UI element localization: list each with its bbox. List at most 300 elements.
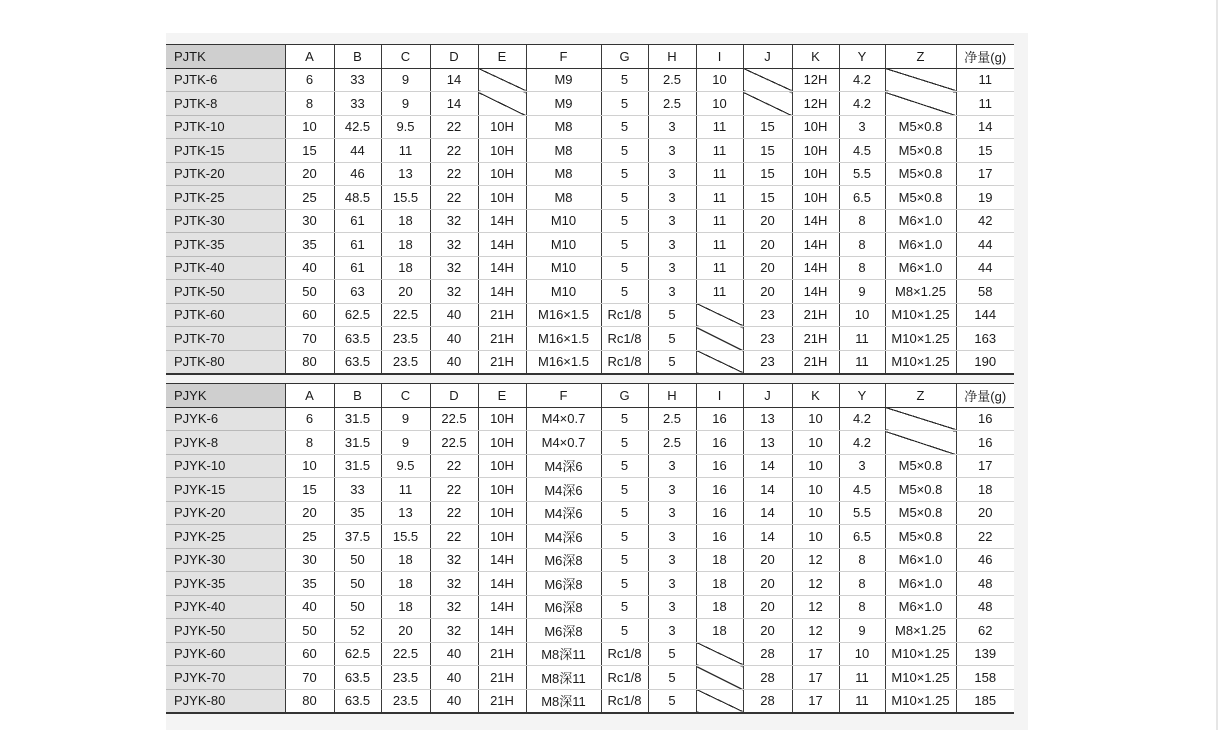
table-row bbox=[166, 92, 1014, 116]
header-row bbox=[166, 384, 1014, 408]
table-cell: 50 bbox=[334, 548, 381, 572]
table-cell: 21H bbox=[478, 689, 526, 713]
table-cell: 163 bbox=[956, 327, 1014, 351]
table-cell: 44 bbox=[956, 256, 1014, 280]
column-header: F bbox=[526, 384, 601, 408]
table-cell: 23 bbox=[743, 350, 792, 374]
table-cell: M8 bbox=[526, 162, 601, 186]
table-cell: 3 bbox=[648, 139, 696, 163]
table-cell: 18 bbox=[956, 478, 1014, 502]
table-cell: 2.5 bbox=[648, 407, 696, 431]
table-cell: 10H bbox=[478, 454, 526, 478]
table-cell: 20 bbox=[381, 619, 430, 643]
table-cell: M8×1.25 bbox=[885, 619, 956, 643]
table-cell: 21H bbox=[792, 327, 839, 351]
table-cell: 12 bbox=[792, 548, 839, 572]
table-row bbox=[166, 350, 1014, 374]
row-label: PJYK-15 bbox=[166, 478, 285, 502]
table-cell: M10 bbox=[526, 233, 601, 257]
table-cell: 2.5 bbox=[648, 68, 696, 92]
table-cell: 14H bbox=[478, 280, 526, 304]
table-cell: 32 bbox=[430, 280, 478, 304]
table-cell: 2.5 bbox=[648, 92, 696, 116]
row-label: PJYK-50 bbox=[166, 619, 285, 643]
column-header: D bbox=[430, 45, 478, 69]
row-label: PJYK-8 bbox=[166, 431, 285, 455]
table-cell: 63.5 bbox=[334, 666, 381, 690]
row-label: PJYK-25 bbox=[166, 525, 285, 549]
table-cell: 61 bbox=[334, 256, 381, 280]
table-row bbox=[166, 642, 1014, 666]
table-cell: 4.5 bbox=[839, 478, 885, 502]
table-row bbox=[166, 303, 1014, 327]
table-cell: 63 bbox=[334, 280, 381, 304]
table-cell: 3 bbox=[648, 162, 696, 186]
table-cell: 9 bbox=[381, 407, 430, 431]
table-cell: 14H bbox=[792, 256, 839, 280]
table-cell: 9 bbox=[839, 280, 885, 304]
table-cell: 4.2 bbox=[839, 407, 885, 431]
table-cell: 11 bbox=[381, 139, 430, 163]
table-cell: 80 bbox=[285, 350, 334, 374]
table-row bbox=[166, 619, 1014, 643]
table-cell: 48.5 bbox=[334, 186, 381, 210]
table-cell: 5.5 bbox=[839, 501, 885, 525]
table-cell: 16 bbox=[696, 478, 743, 502]
table-cell: 20 bbox=[285, 162, 334, 186]
table-cell: 60 bbox=[285, 303, 334, 327]
table-cell: 3 bbox=[839, 115, 885, 139]
table-cell: 10H bbox=[478, 186, 526, 210]
table-cell: M5×0.8 bbox=[885, 186, 956, 210]
row-label: PJTK-30 bbox=[166, 209, 285, 233]
table-cell: 23.5 bbox=[381, 666, 430, 690]
table-cell: M10 bbox=[526, 209, 601, 233]
table-cell: M4深6 bbox=[526, 525, 601, 549]
table-cell: 40 bbox=[430, 327, 478, 351]
table-cell: 5 bbox=[601, 548, 648, 572]
table-cell: 5 bbox=[648, 689, 696, 713]
table-cell: 5 bbox=[601, 68, 648, 92]
table-cell: 14 bbox=[743, 478, 792, 502]
table-cell: M6深8 bbox=[526, 572, 601, 596]
table-cell: 22 bbox=[430, 139, 478, 163]
table-cell: Rc1/8 bbox=[601, 642, 648, 666]
column-header: D bbox=[430, 384, 478, 408]
table-cell: 13 bbox=[743, 407, 792, 431]
table-cell: 35 bbox=[334, 501, 381, 525]
table-cell: M6×1.0 bbox=[885, 572, 956, 596]
row-label: PJTK-15 bbox=[166, 139, 285, 163]
table-cell: 63.5 bbox=[334, 350, 381, 374]
table-row bbox=[166, 478, 1014, 502]
table-cell: 13 bbox=[381, 162, 430, 186]
table-cell: 20 bbox=[956, 501, 1014, 525]
table-cell: 32 bbox=[430, 548, 478, 572]
table-cell: 5 bbox=[601, 92, 648, 116]
table-cell: M9 bbox=[526, 92, 601, 116]
table-cell: 3 bbox=[648, 233, 696, 257]
table-cell: M16×1.5 bbox=[526, 303, 601, 327]
table-cell: 50 bbox=[334, 595, 381, 619]
table-cell: 5 bbox=[601, 407, 648, 431]
table-cell: 48 bbox=[956, 572, 1014, 596]
table-cell: 10H bbox=[792, 162, 839, 186]
table-cell: 46 bbox=[956, 548, 1014, 572]
table-cell: 5 bbox=[601, 595, 648, 619]
column-header: F bbox=[526, 45, 601, 69]
table-cell: 5 bbox=[601, 186, 648, 210]
table-cell: Rc1/8 bbox=[601, 689, 648, 713]
table-row bbox=[166, 572, 1014, 596]
table-cell: 33 bbox=[334, 92, 381, 116]
table-cell: 12 bbox=[792, 595, 839, 619]
table-cell: 62.5 bbox=[334, 642, 381, 666]
table-cell: 16 bbox=[956, 407, 1014, 431]
table-cell: 3 bbox=[648, 501, 696, 525]
table-cell: 3 bbox=[648, 115, 696, 139]
table-cell: 14H bbox=[792, 280, 839, 304]
table-cell: M10×1.25 bbox=[885, 642, 956, 666]
row-label: PJTK-20 bbox=[166, 162, 285, 186]
table-cell: 10H bbox=[478, 115, 526, 139]
row-label: PJTK-80 bbox=[166, 350, 285, 374]
table-cell: 5 bbox=[601, 478, 648, 502]
pjtk-spec-table bbox=[166, 44, 1014, 375]
table-cell: 4.2 bbox=[839, 68, 885, 92]
table-cell: 21H bbox=[478, 666, 526, 690]
table-cell: Rc1/8 bbox=[601, 350, 648, 374]
row-label: PJTK-8 bbox=[166, 92, 285, 116]
table-cell: 21H bbox=[478, 327, 526, 351]
not-applicable-cell bbox=[478, 92, 526, 116]
table-cell: 22 bbox=[430, 525, 478, 549]
table-cell: 30 bbox=[285, 548, 334, 572]
table-row bbox=[166, 666, 1014, 690]
table-cell: 42.5 bbox=[334, 115, 381, 139]
table-cell: 20 bbox=[743, 548, 792, 572]
table-cell: 15 bbox=[743, 162, 792, 186]
row-label: PJTK-35 bbox=[166, 233, 285, 257]
table-cell: 13 bbox=[381, 501, 430, 525]
table-cell: 8 bbox=[839, 233, 885, 257]
table-row bbox=[166, 280, 1014, 304]
table-cell: 10 bbox=[696, 68, 743, 92]
table-cell: 22 bbox=[430, 454, 478, 478]
table-cell: 33 bbox=[334, 478, 381, 502]
table-cell: 32 bbox=[430, 209, 478, 233]
table-row bbox=[166, 186, 1014, 210]
table-cell: 18 bbox=[381, 572, 430, 596]
table-cell: 10H bbox=[792, 139, 839, 163]
not-applicable-cell bbox=[743, 68, 792, 92]
table-cell: 62.5 bbox=[334, 303, 381, 327]
table-cell: 20 bbox=[381, 280, 430, 304]
table-cell: 14H bbox=[792, 233, 839, 257]
column-header: K bbox=[792, 45, 839, 69]
table-cell: 14H bbox=[478, 256, 526, 280]
table-cell: M5×0.8 bbox=[885, 139, 956, 163]
table-cell: 40 bbox=[430, 666, 478, 690]
table-cell: 22 bbox=[430, 162, 478, 186]
table-cell: 14H bbox=[478, 209, 526, 233]
table-cell: 4.5 bbox=[839, 139, 885, 163]
table-cell: 17 bbox=[956, 454, 1014, 478]
table-cell: 11 bbox=[696, 186, 743, 210]
table-cell: 30 bbox=[285, 209, 334, 233]
table-row bbox=[166, 233, 1014, 257]
table-cell: M6深8 bbox=[526, 548, 601, 572]
table-cell: 20 bbox=[743, 280, 792, 304]
table-cell: 48 bbox=[956, 595, 1014, 619]
table-cell: M8 bbox=[526, 139, 601, 163]
column-header: A bbox=[285, 45, 334, 69]
table-cell: 2.5 bbox=[648, 431, 696, 455]
table-cell: 11 bbox=[839, 689, 885, 713]
column-header: E bbox=[478, 45, 526, 69]
table-cell: 6.5 bbox=[839, 525, 885, 549]
table-cell: 3 bbox=[648, 186, 696, 210]
table-cell: 17 bbox=[792, 642, 839, 666]
table-cell: 10H bbox=[478, 501, 526, 525]
page-edge bbox=[1216, 0, 1218, 730]
table-row bbox=[166, 209, 1014, 233]
table-cell: 21H bbox=[478, 350, 526, 374]
table-cell: M5×0.8 bbox=[885, 115, 956, 139]
table-cell: 10H bbox=[478, 431, 526, 455]
table-cell: 22.5 bbox=[430, 407, 478, 431]
table-cell: M6×1.0 bbox=[885, 256, 956, 280]
table-cell: M10×1.25 bbox=[885, 350, 956, 374]
table-cell: 15 bbox=[285, 139, 334, 163]
table-cell: 50 bbox=[334, 572, 381, 596]
table-cell: 23.5 bbox=[381, 327, 430, 351]
table-cell: 10 bbox=[792, 525, 839, 549]
table-cell: 158 bbox=[956, 666, 1014, 690]
table-cell: 42 bbox=[956, 209, 1014, 233]
table-cell: 11 bbox=[839, 350, 885, 374]
table-cell: 17 bbox=[956, 162, 1014, 186]
table-cell: 5 bbox=[601, 256, 648, 280]
table-cell: 10H bbox=[792, 186, 839, 210]
not-applicable-cell bbox=[696, 327, 743, 351]
row-label: PJTK-25 bbox=[166, 186, 285, 210]
table-cell: 18 bbox=[381, 595, 430, 619]
table-cell: 31.5 bbox=[334, 454, 381, 478]
table-cell: 8 bbox=[839, 548, 885, 572]
row-label: PJTK-60 bbox=[166, 303, 285, 327]
table-cell: 18 bbox=[696, 572, 743, 596]
table-row bbox=[166, 501, 1014, 525]
table-cell: 15 bbox=[743, 186, 792, 210]
table-cell: 10 bbox=[792, 501, 839, 525]
table-cell: 3 bbox=[839, 454, 885, 478]
table-cell: M8 bbox=[526, 186, 601, 210]
column-header: Y bbox=[839, 45, 885, 69]
table-cell: 11 bbox=[696, 139, 743, 163]
table-cell: 22.5 bbox=[430, 431, 478, 455]
table-cell: 11 bbox=[381, 478, 430, 502]
table-row bbox=[166, 162, 1014, 186]
header-row bbox=[166, 45, 1014, 69]
table-cell: 14H bbox=[478, 619, 526, 643]
table-cell: 40 bbox=[430, 303, 478, 327]
not-applicable-cell bbox=[478, 68, 526, 92]
table-cell: 22 bbox=[956, 525, 1014, 549]
table-cell: 40 bbox=[430, 350, 478, 374]
table-cell: 10H bbox=[478, 525, 526, 549]
table-cell: 14H bbox=[478, 548, 526, 572]
table-cell: 40 bbox=[285, 595, 334, 619]
table-cell: 35 bbox=[285, 233, 334, 257]
column-header: J bbox=[743, 45, 792, 69]
table-cell: M5×0.8 bbox=[885, 525, 956, 549]
table-cell: 62 bbox=[956, 619, 1014, 643]
table-cell: 4.2 bbox=[839, 92, 885, 116]
table-cell: 139 bbox=[956, 642, 1014, 666]
not-applicable-cell bbox=[696, 642, 743, 666]
table-cell: 80 bbox=[285, 689, 334, 713]
table-cell: 11 bbox=[956, 68, 1014, 92]
table-cell: 18 bbox=[381, 233, 430, 257]
table-cell: 20 bbox=[743, 256, 792, 280]
table-cell: 40 bbox=[430, 689, 478, 713]
table-cell: 10 bbox=[792, 407, 839, 431]
table-cell: 20 bbox=[743, 209, 792, 233]
table-cell: Rc1/8 bbox=[601, 303, 648, 327]
column-header: H bbox=[648, 45, 696, 69]
table-cell: 16 bbox=[696, 454, 743, 478]
row-label: PJYK-35 bbox=[166, 572, 285, 596]
table-row bbox=[166, 525, 1014, 549]
table-cell: 10 bbox=[285, 454, 334, 478]
table-cell: 16 bbox=[696, 407, 743, 431]
table-cell: 25 bbox=[285, 186, 334, 210]
table-cell: 52 bbox=[334, 619, 381, 643]
table-cell: 5 bbox=[648, 666, 696, 690]
column-header: C bbox=[381, 45, 430, 69]
table-cell: 17 bbox=[792, 666, 839, 690]
table-cell: 5 bbox=[648, 642, 696, 666]
table-cell: 9 bbox=[381, 431, 430, 455]
table-cell: 10 bbox=[792, 431, 839, 455]
table-cell: 18 bbox=[696, 548, 743, 572]
table-cell: 22.5 bbox=[381, 303, 430, 327]
table-cell: 22.5 bbox=[381, 642, 430, 666]
table-cell: 3 bbox=[648, 525, 696, 549]
row-label: PJTK-70 bbox=[166, 327, 285, 351]
table-cell: 16 bbox=[696, 525, 743, 549]
table-cell: 15.5 bbox=[381, 186, 430, 210]
table-cell: 14 bbox=[956, 115, 1014, 139]
table-cell: 5 bbox=[601, 115, 648, 139]
table-row bbox=[166, 256, 1014, 280]
table-cell: 35 bbox=[285, 572, 334, 596]
row-label: PJYK-40 bbox=[166, 595, 285, 619]
table-cell: 18 bbox=[696, 595, 743, 619]
table-cell: M4×0.7 bbox=[526, 407, 601, 431]
table-cell: 14H bbox=[478, 595, 526, 619]
table-row bbox=[166, 454, 1014, 478]
table-cell: 46 bbox=[334, 162, 381, 186]
table-cell: 190 bbox=[956, 350, 1014, 374]
table-row bbox=[166, 689, 1014, 713]
table-cell: M6×1.0 bbox=[885, 548, 956, 572]
table-cell: 32 bbox=[430, 619, 478, 643]
table-cell: M6×1.0 bbox=[885, 595, 956, 619]
table-row bbox=[166, 407, 1014, 431]
table-cell: 32 bbox=[430, 256, 478, 280]
table-cell: M10 bbox=[526, 256, 601, 280]
table-cell: 11 bbox=[696, 115, 743, 139]
column-header: Y bbox=[839, 384, 885, 408]
table-cell: 5 bbox=[601, 572, 648, 596]
table-cell: 14 bbox=[743, 525, 792, 549]
table-cell: 16 bbox=[696, 501, 743, 525]
table-cell: 9 bbox=[381, 68, 430, 92]
column-header: I bbox=[696, 45, 743, 69]
table-cell: 15 bbox=[743, 115, 792, 139]
table-cell: 10 bbox=[792, 478, 839, 502]
table-cell: M5×0.8 bbox=[885, 478, 956, 502]
table-cell: M16×1.5 bbox=[526, 327, 601, 351]
table-cell: M10×1.25 bbox=[885, 303, 956, 327]
table-cell: 16 bbox=[696, 431, 743, 455]
table-cell: 5 bbox=[601, 209, 648, 233]
not-applicable-cell bbox=[885, 68, 956, 92]
table-cell: 11 bbox=[839, 666, 885, 690]
column-header: J bbox=[743, 384, 792, 408]
table-cell: 22 bbox=[430, 478, 478, 502]
table-cell: 12 bbox=[792, 619, 839, 643]
table-cell: 18 bbox=[381, 548, 430, 572]
table-cell: 5 bbox=[601, 233, 648, 257]
table-cell: 5 bbox=[601, 139, 648, 163]
table-cell: 21H bbox=[478, 642, 526, 666]
table-cell: 5 bbox=[601, 454, 648, 478]
table-cell: 5 bbox=[601, 431, 648, 455]
table-cell: 11 bbox=[839, 327, 885, 351]
table-cell: 10 bbox=[285, 115, 334, 139]
table-cell: 3 bbox=[648, 256, 696, 280]
table-cell: M4×0.7 bbox=[526, 431, 601, 455]
table-cell: 19 bbox=[956, 186, 1014, 210]
table-cell: 44 bbox=[334, 139, 381, 163]
table-cell: 10H bbox=[792, 115, 839, 139]
table-cell: M10×1.25 bbox=[885, 689, 956, 713]
table-cell: 20 bbox=[743, 572, 792, 596]
table-cell: 21H bbox=[792, 303, 839, 327]
row-label: PJYK-30 bbox=[166, 548, 285, 572]
row-label: PJYK-10 bbox=[166, 454, 285, 478]
not-applicable-cell bbox=[885, 92, 956, 116]
table-cell: 3 bbox=[648, 572, 696, 596]
table-cell: M4深6 bbox=[526, 454, 601, 478]
table-cell: 10 bbox=[839, 642, 885, 666]
table-cell: 15.5 bbox=[381, 525, 430, 549]
table-cell: 14 bbox=[743, 454, 792, 478]
row-label: PJTK-40 bbox=[166, 256, 285, 280]
table-cell: 8 bbox=[285, 431, 334, 455]
column-header: C bbox=[381, 384, 430, 408]
table-cell: 21H bbox=[478, 303, 526, 327]
not-applicable-cell bbox=[696, 666, 743, 690]
row-label: PJYK-70 bbox=[166, 666, 285, 690]
table-cell: 10H bbox=[478, 139, 526, 163]
table-cell: 11 bbox=[696, 256, 743, 280]
table-cell: 58 bbox=[956, 280, 1014, 304]
table-row bbox=[166, 431, 1014, 455]
